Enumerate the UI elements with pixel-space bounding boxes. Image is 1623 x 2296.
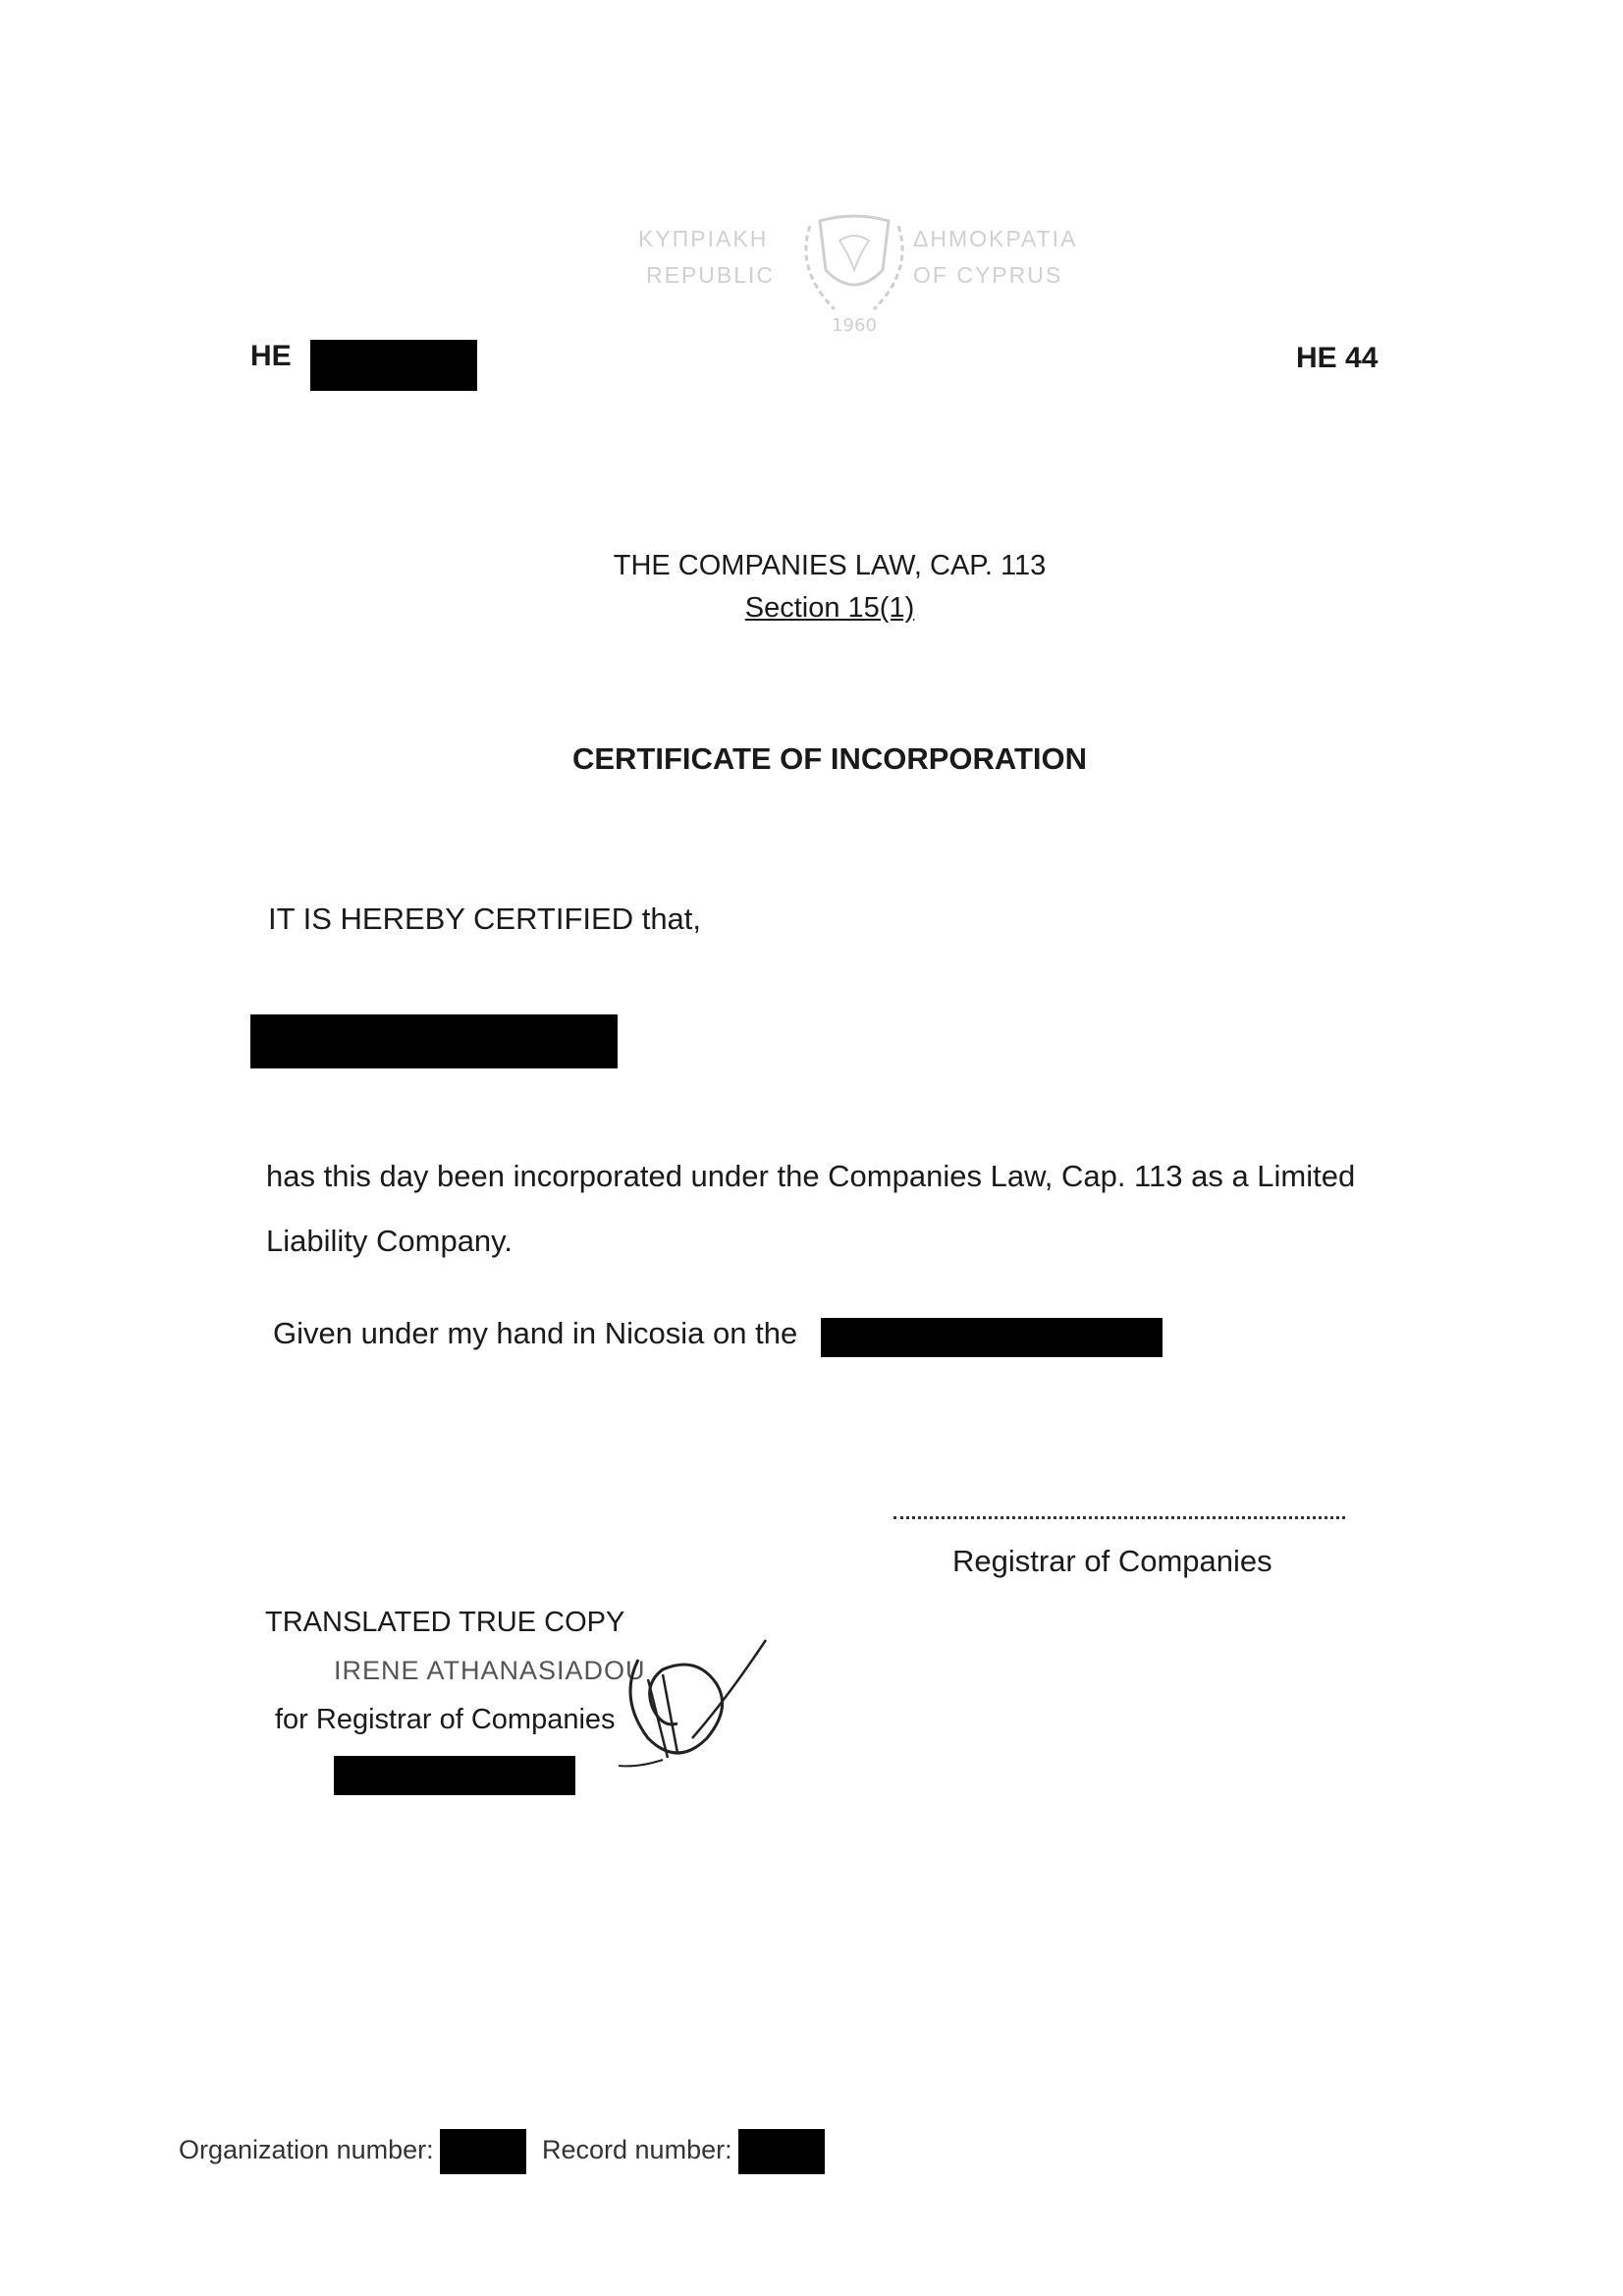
form-code: HE 44 — [1296, 342, 1379, 374]
organization-number-label: Organization number: — [179, 2135, 434, 2164]
law-section: Section 15(1) — [744, 592, 915, 624]
incorporation-line-2: Liability Company. — [266, 1224, 513, 1258]
given-statement: Given under my hand in Nicosia on the — [273, 1316, 798, 1350]
certificate-title: CERTIFICATE OF INCORPORATION — [571, 741, 1088, 776]
coat-of-arms-icon — [781, 201, 928, 339]
svg-text:1960: 1960 — [832, 315, 877, 336]
law-title: THE COMPANIES LAW, CAP. 113 — [613, 550, 1047, 581]
redacted-date — [821, 1318, 1163, 1357]
signature-line — [893, 1512, 1345, 1519]
seal-text-english-left: REPUBLIC — [646, 262, 776, 288]
for-registrar-label: for Registrar of Companies — [275, 1704, 616, 1735]
handwritten-signature-icon — [609, 1630, 785, 1777]
certified-statement: IT IS HEREBY CERTIFIED that, — [268, 902, 702, 936]
redacted-organization-number — [440, 2129, 526, 2174]
redacted-record-number — [738, 2129, 825, 2174]
seal-text-greek-left: ΚΥΠΡΙΑΚΗ — [638, 226, 769, 251]
republic-of-cyprus-seal — [628, 201, 1090, 339]
registration-prefix: HE — [250, 340, 292, 372]
registrar-label: Registrar of Companies — [952, 1544, 1272, 1578]
record-number-label: Record number: — [542, 2135, 732, 2164]
redacted-company-name — [250, 1014, 618, 1068]
stamp-name: IRENE ATHANASIADOU — [334, 1656, 646, 1685]
redacted-registration-number — [310, 340, 477, 391]
redacted-stamp-detail — [334, 1756, 575, 1795]
translated-true-copy: TRANSLATED TRUE COPY — [265, 1607, 625, 1638]
seal-text-greek-right: ΔΗΜΟΚΡΑΤΙΑ — [913, 226, 1078, 251]
seal-text-english-right: OF CYPRUS — [913, 262, 1063, 288]
incorporation-line-1: has this day been incorporated under the Companies Law, Cap. 113 as a Limited — [266, 1159, 1356, 1193]
